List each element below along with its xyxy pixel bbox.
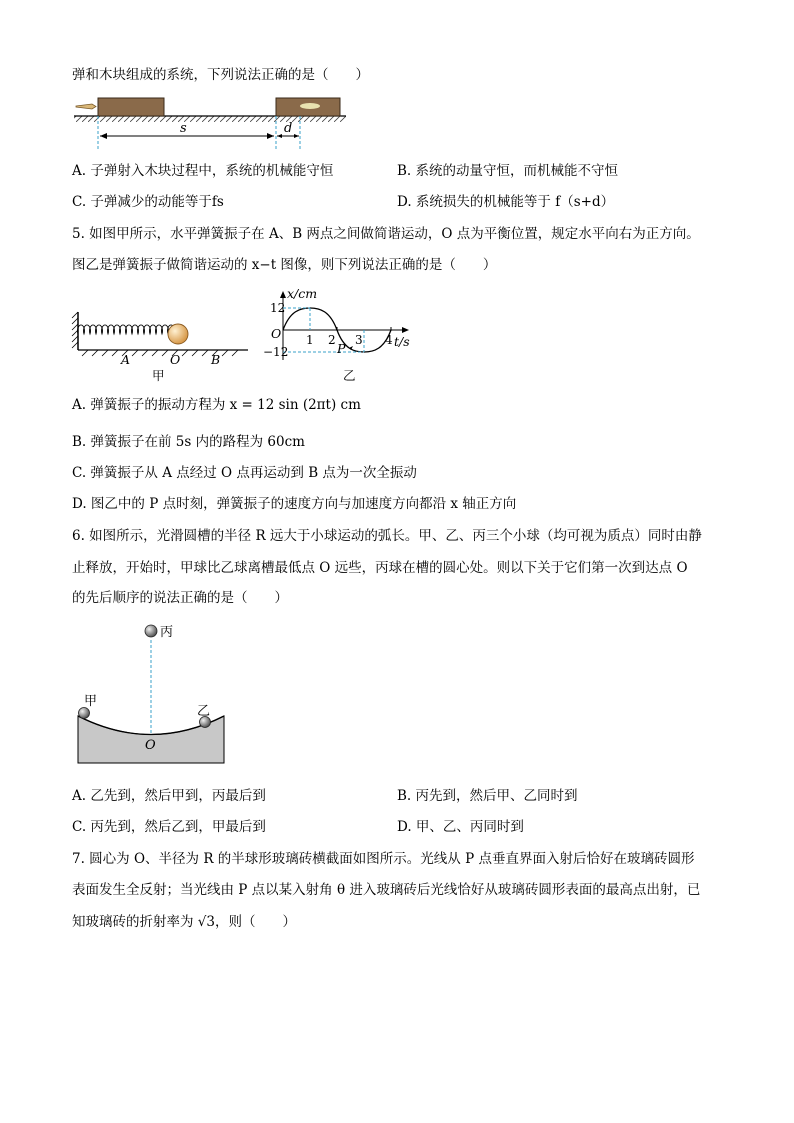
label-d: d xyxy=(284,121,293,136)
q6-option-d: D. 甲、乙、丙同时到 xyxy=(397,819,524,835)
q4-option-d: D. 系统损失的机械能等于 f（s+d） xyxy=(397,194,615,210)
y-tick-12: 12 xyxy=(270,301,286,315)
q5-option-b: B. 弹簧振子在前 5s 内的路程为 60cm xyxy=(72,434,305,450)
q7-stem-line1: 7. 圆心为 O、半径为 R 的半球形玻璃砖横截面如图所示。光线从 P 点垂直界面入射后恰好在玻璃砖圆形 xyxy=(72,851,695,867)
q6-option-b: B. 丙先到，然后甲、乙同时到 xyxy=(397,788,578,804)
label-bing: 丙 xyxy=(160,625,174,640)
label-o: O xyxy=(145,738,156,753)
q5-option-c: C. 弹簧振子从 A 点经过 O 点再运动到 B 点为一次全振动 xyxy=(72,465,417,481)
x-tick-2: 2 xyxy=(328,333,336,347)
ball-bing xyxy=(145,625,157,637)
y-axis-label: x/cm xyxy=(287,286,318,301)
label-a: A xyxy=(121,352,131,367)
caption-yi: 乙 xyxy=(343,368,356,383)
x-tick-1: 1 xyxy=(306,333,314,347)
q4-bullet-block-figure xyxy=(70,92,355,150)
q4-option-a: A. 子弹射入木块过程中，系统的机械能守恒 xyxy=(72,163,334,179)
label-s: s xyxy=(180,121,187,136)
point-p-label: P xyxy=(337,341,346,356)
x-tick-4: 4 xyxy=(385,333,393,347)
q6-stem-line2: 止释放，开始时，甲球比乙球离槽最低点 O 远些，丙球在槽的圆心处。则以下关于它们第一次到达点 O xyxy=(72,560,688,576)
q5-x-t-graph xyxy=(255,286,415,386)
q6-option-c: C. 丙先到，然后乙到，甲最后到 xyxy=(72,819,266,835)
label-yi: 乙 xyxy=(197,704,211,719)
q6-stem-line1: 6. 如图所示，光滑圆槽的半径 R 远大于小球运动的弧长。甲、乙、丙三个小球（均可视为质点）同时由静 xyxy=(72,528,702,544)
label-b: B xyxy=(211,352,221,367)
y-tick-neg12: −12 xyxy=(263,345,289,359)
q5-spring-oscillator-figure xyxy=(70,310,255,385)
ball-jia xyxy=(79,708,90,719)
q5-stem-line2: 图乙是弹簧振子做简谐运动的 x−t 图像，则下列说法正确的是（ ） xyxy=(72,257,497,273)
q7-stem-line2: 表面发生全反射；当光线由 P 点以某入射角 θ 进入玻璃砖后光线恰好从玻璃砖圆形表面的最高点出射，已 xyxy=(72,882,701,898)
q5-option-d: D. 图乙中的 P 点时刻，弹簧振子的速度方向与加速度方向都沿 x 轴正方向 xyxy=(72,496,517,512)
label-o: O xyxy=(170,352,181,367)
q7-stem-line3: 知玻璃砖的折射率为 √3，则（ ） xyxy=(72,914,296,930)
q6-circular-groove-figure xyxy=(70,618,235,768)
caption-jia: 甲 xyxy=(152,368,165,383)
q5-stem-line1: 5. 如图甲所示，水平弹簧振子在 A、B 两点之间做简谐运动，O 点为平衡位置，规定水平向右为正方向。 xyxy=(72,226,700,242)
embedded-bullet xyxy=(300,103,320,109)
q6-stem-line3: 的先后顺序的说法正确的是（ ） xyxy=(72,590,288,606)
origin-label: O xyxy=(271,326,282,341)
q4-stem-tail: 弹和木块组成的系统，下列说法正确的是（ ） xyxy=(72,67,369,83)
q5-option-a: A. 弹簧振子的振动方程为 x = 12 sin (2πt) cm xyxy=(72,397,361,413)
bullet xyxy=(76,104,96,109)
label-jia: 甲 xyxy=(84,694,98,709)
block-initial xyxy=(98,98,164,116)
q4-option-c: C. 子弹减少的动能等于fs xyxy=(72,194,224,210)
x-tick-3: 3 xyxy=(355,333,363,347)
ground-hatch xyxy=(74,116,346,122)
oscillator-ball xyxy=(168,324,188,344)
spring-coils xyxy=(78,325,181,334)
x-axis-label: t/s xyxy=(394,334,410,349)
q4-option-b: B. 系统的动量守恒，而机械能不守恒 xyxy=(397,163,619,179)
q6-option-a: A. 乙先到，然后甲到，丙最后到 xyxy=(72,788,266,804)
